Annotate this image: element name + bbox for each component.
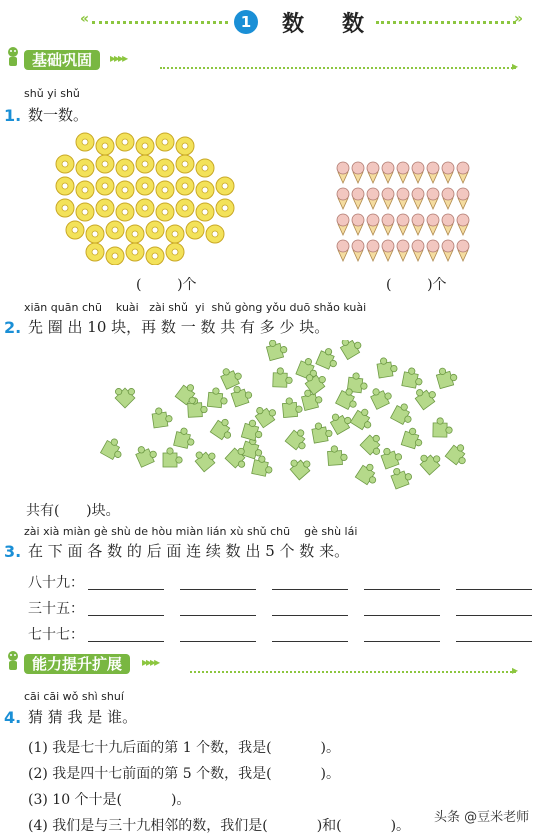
donut-icon: [66, 221, 84, 239]
puzzle-piece-icon: [207, 387, 228, 408]
donut-icon: [56, 177, 74, 195]
donut-icon: [176, 199, 194, 217]
q3-answer-blank[interactable]: [180, 615, 256, 616]
q2-text: 先 圈 出 10 块，再 数 一 数 共 有 多 少 块。: [28, 318, 330, 336]
puzzle-piece-icon: [402, 367, 425, 390]
mascot-icon: [4, 46, 22, 68]
icecream-icon: [442, 240, 454, 261]
q4-text: 猜 猜 我 是 谁。: [28, 708, 138, 726]
donut-icon: [136, 199, 154, 217]
icecream-icon: [367, 214, 379, 235]
page-title: 数数: [282, 11, 403, 37]
puzzle-piece-icon: [210, 416, 237, 443]
icecream-icon: [442, 188, 454, 209]
donut-icon: [146, 247, 164, 265]
donut-icon: [196, 203, 214, 221]
puzzle-piece-icon: [445, 441, 470, 468]
q2-answer[interactable]: 共有( )块。: [26, 503, 120, 519]
icecream-icon: [397, 240, 409, 261]
chevron-left-icon: «: [80, 11, 90, 27]
q3-answer-blank[interactable]: [456, 641, 532, 642]
page-title-bar: [0, 0, 550, 46]
icecream-icon: [397, 162, 409, 183]
title-divider-left: [92, 21, 228, 24]
icecream-icon: [412, 188, 424, 209]
icecream-icon: [442, 162, 454, 183]
banner-end-icon: ▸: [512, 59, 517, 73]
lesson-number: 1: [234, 10, 258, 34]
donut-icon: [206, 225, 224, 243]
q1-answer-icecream[interactable]: ( )个: [386, 277, 447, 293]
q3-answer-blank[interactable]: [364, 589, 440, 590]
donut-icon: [196, 181, 214, 199]
q3-row-label: 七十七：: [28, 627, 84, 643]
q4-item[interactable]: (1) 我是七十九后面的第 1 个数，我是( )。: [28, 740, 340, 756]
q3-pinyin: zài xià miàn gè shù de hòu miàn lián xù shǔ chū gè shù lái: [24, 525, 358, 538]
donut-icon: [166, 243, 184, 261]
icecream-icon: [382, 240, 394, 261]
puzzle-piece-icon: [265, 340, 289, 361]
puzzle-piece-icon: [100, 436, 126, 462]
icecream-icon: [382, 188, 394, 209]
donut-icon: [136, 177, 154, 195]
q3-answer-blank[interactable]: [88, 641, 164, 642]
puzzle-piece-icon: [360, 431, 387, 458]
q1-answer-donuts[interactable]: ( )个: [136, 277, 197, 293]
donut-icon: [176, 137, 194, 155]
puzzle-piece-icon: [401, 426, 425, 450]
puzzle-piece-icon: [311, 421, 333, 443]
donut-icon: [136, 137, 154, 155]
donut-icon: [186, 221, 204, 239]
q3-answer-blank[interactable]: [456, 615, 532, 616]
banner-chevrons-icon: ▸▸▸▸: [110, 51, 127, 65]
icecream-icon: [427, 240, 439, 261]
puzzle-piece-icon: [192, 445, 219, 472]
watermark: 头条 @豆米老师: [432, 806, 531, 825]
donut-icon: [96, 137, 114, 155]
section-banner-basic: [0, 50, 550, 72]
icecream-icon: [337, 240, 349, 261]
donut-icon: [116, 203, 134, 221]
puzzle-piece-icon: [285, 426, 312, 453]
donut-icon: [116, 181, 134, 199]
donut-icon: [176, 177, 194, 195]
puzzle-piece-icon: [328, 408, 354, 434]
donut-icon: [76, 181, 94, 199]
q3-answer-blank[interactable]: [456, 589, 532, 590]
q4-item[interactable]: (2) 我是四十七前面的第 5 个数，我是( )。: [28, 766, 340, 782]
puzzle-piece-icon: [412, 383, 439, 410]
icecream-icon: [457, 188, 469, 209]
q4-item[interactable]: (4) 我们是与三十九相邻的数，我们是( )和( )。: [28, 818, 411, 834]
donut-icon: [56, 155, 74, 173]
q3-answer-blank[interactable]: [272, 615, 348, 616]
puzzle-piece-icon: [389, 464, 414, 489]
puzzle-piece-icon: [151, 406, 173, 428]
donut-icon: [86, 243, 104, 261]
q3-answer-blank[interactable]: [88, 615, 164, 616]
donut-icon: [136, 155, 154, 173]
puzzle-piece-icon: [316, 346, 341, 371]
banner-divider: [190, 671, 516, 673]
icecream-icon: [442, 214, 454, 235]
puzzle-piece-icon: [252, 401, 279, 428]
q3-row-label: 八十九：: [28, 575, 84, 591]
q3-answer-blank[interactable]: [272, 589, 348, 590]
icecream-icon: [457, 240, 469, 261]
donut-icon: [126, 225, 144, 243]
donut-icon: [216, 177, 234, 195]
q3-answer-blank[interactable]: [180, 589, 256, 590]
icecream-icon: [427, 214, 439, 235]
icecream-icon: [382, 214, 394, 235]
q4-item[interactable]: (3) 10 个十是( )。: [28, 792, 191, 808]
chevron-right-icon: »: [514, 11, 524, 27]
q4-pinyin: cāi cāi wǒ shì shuí: [24, 690, 124, 703]
icecream-icon: [367, 188, 379, 209]
banner-chevrons-icon: ▸▸▸▸: [142, 655, 159, 669]
section-label: 基础巩固: [24, 50, 100, 70]
donut-icon: [116, 159, 134, 177]
icecream-icon: [352, 162, 364, 183]
donut-group: [50, 130, 250, 265]
puzzle-piece-icon: [350, 406, 376, 432]
icecream-icon: [352, 240, 364, 261]
banner-divider: [160, 67, 516, 69]
icecream-icon: [427, 188, 439, 209]
donut-icon: [166, 225, 184, 243]
donut-icon: [116, 133, 134, 151]
icecream-icon: [412, 214, 424, 235]
title-divider-right: [376, 21, 516, 24]
donut-icon: [56, 199, 74, 217]
icecream-icon: [397, 214, 409, 235]
puzzle-piece-icon: [174, 427, 197, 450]
icecream-icon: [427, 162, 439, 183]
puzzle-piece-icon: [218, 364, 244, 390]
donut-icon: [76, 133, 94, 151]
donut-icon: [96, 155, 114, 173]
donut-icon: [76, 203, 94, 221]
puzzle-piece-icon: [327, 445, 347, 465]
mascot-icon: [4, 650, 22, 672]
icecream-icon: [457, 162, 469, 183]
donut-icon: [156, 181, 174, 199]
q3-row-label: 三十五：: [28, 601, 84, 617]
icecream-icon: [352, 188, 364, 209]
puzzle-piece-icon: [391, 401, 417, 427]
puzzle-piece-icon: [379, 444, 404, 469]
donut-icon: [156, 133, 174, 151]
donut-icon: [76, 159, 94, 177]
icecream-icon: [337, 162, 349, 183]
puzzle-piece-icon: [163, 448, 182, 467]
q3-answer-blank[interactable]: [364, 615, 440, 616]
donut-icon: [106, 247, 124, 265]
puzzle-piece-icon: [134, 442, 159, 467]
donut-icon: [156, 159, 174, 177]
icecream-icon: [367, 240, 379, 261]
puzzle-piece-icon: [111, 381, 138, 408]
q3-number: 3.: [4, 542, 22, 561]
q3-answer-blank[interactable]: [88, 589, 164, 590]
donut-icon: [196, 159, 214, 177]
icecream-icon: [382, 162, 394, 183]
banner-end-icon: ▸: [512, 663, 517, 677]
q2-pinyin: xiān quān chū kuài zài shǔ yi shǔ gòng yǒu duō shǎo kuài: [24, 301, 367, 314]
donut-icon: [146, 221, 164, 239]
puzzle-piece-icon: [287, 453, 314, 480]
q1-pinyin: shǔ yi shǔ: [24, 87, 80, 100]
icecream-icon: [412, 162, 424, 183]
puzzle-piece-icon: [355, 461, 382, 488]
donut-icon: [176, 155, 194, 173]
icecream-icon: [412, 240, 424, 261]
icecream-icon: [337, 188, 349, 209]
icecream-icon: [397, 188, 409, 209]
donut-icon: [96, 177, 114, 195]
puzzle-piece-icon: [417, 448, 444, 475]
puzzle-piece-icon: [435, 365, 459, 389]
donut-icon: [86, 225, 104, 243]
donut-icon: [106, 221, 124, 239]
icecream-icon: [337, 214, 349, 235]
q1-text: 数一数。: [28, 106, 89, 124]
icecream-icon: [457, 214, 469, 235]
puzzle-piece-icon: [273, 368, 293, 388]
puzzle-piece-icon: [368, 384, 394, 410]
donut-icon: [96, 199, 114, 217]
q3-text: 在 下 面 各 数 的 后 面 连 续 数 出 5 个 数 来。: [28, 542, 350, 560]
donut-icon: [126, 243, 144, 261]
puzzle-piece-icon: [376, 356, 398, 378]
donut-icon: [216, 199, 234, 217]
puzzle-piece-group: [100, 340, 470, 490]
q4-number: 4.: [4, 708, 22, 727]
icecream-icon: [352, 214, 364, 235]
q3-answer-blank[interactable]: [180, 641, 256, 642]
q1-number: 1.: [4, 106, 22, 125]
q2-number: 2.: [4, 318, 22, 337]
puzzle-piece-icon: [338, 340, 364, 360]
donut-icon: [156, 203, 174, 221]
icecream-group: [336, 158, 476, 270]
icecream-icon: [367, 162, 379, 183]
q3-answer-blank[interactable]: [364, 641, 440, 642]
section-label: 能力提升扩展: [24, 654, 130, 674]
section-banner-advanced: [0, 654, 550, 676]
puzzle-piece-icon: [282, 397, 303, 418]
puzzle-piece-icon: [433, 418, 453, 438]
q3-answer-blank[interactable]: [272, 641, 348, 642]
